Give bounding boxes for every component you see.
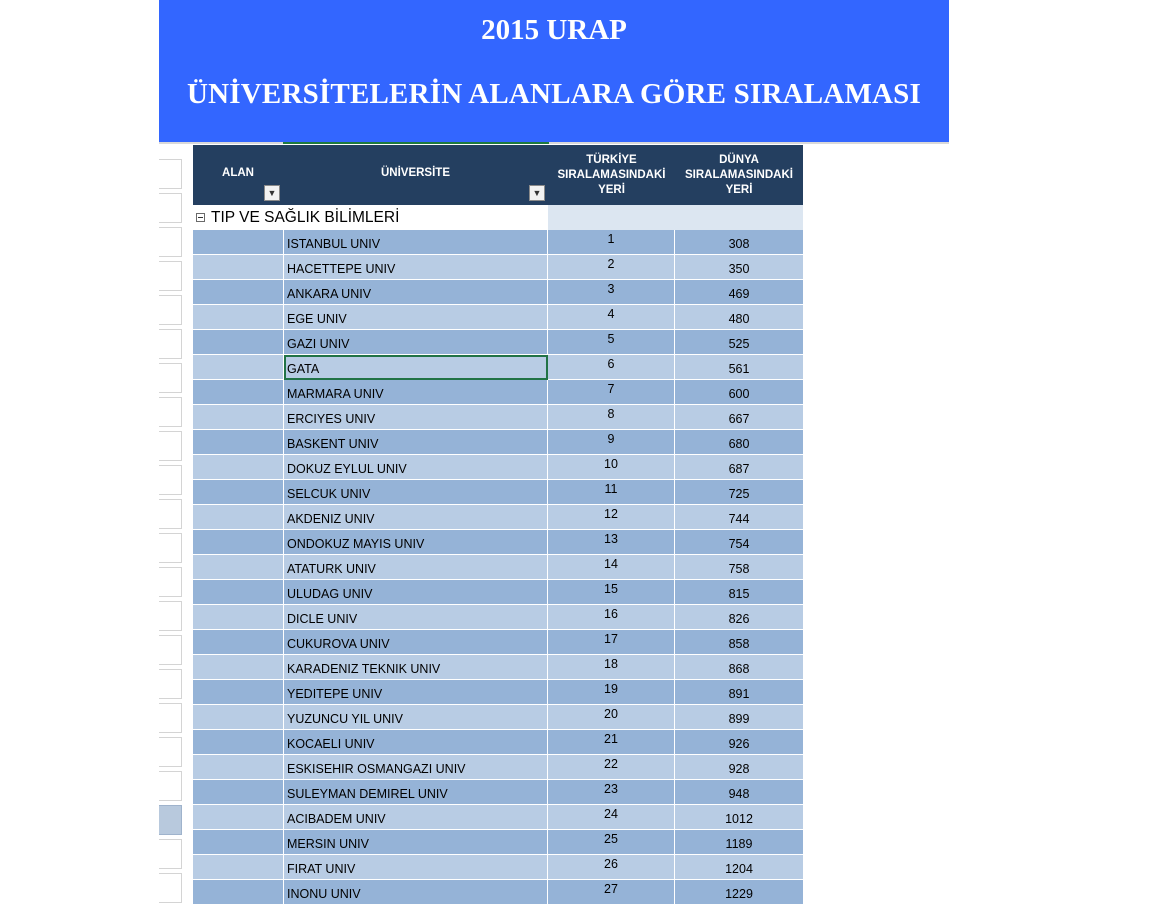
world-rank-cell[interactable]: [675, 780, 803, 805]
banner-title: 2015 URAP: [481, 14, 627, 46]
table-row: [193, 530, 803, 555]
slicer-item[interactable]: [159, 635, 182, 665]
world-rank-cell[interactable]: [675, 830, 803, 855]
world-rank-cell[interactable]: [675, 755, 803, 780]
turkiye-rank-cell[interactable]: [548, 430, 675, 455]
world-rank-cell[interactable]: [675, 605, 803, 630]
slicer-item[interactable]: [159, 295, 182, 325]
university-cell[interactable]: [284, 230, 548, 255]
alan-cell[interactable]: [193, 505, 284, 530]
turkiye-rank: 2: [607, 257, 615, 271]
alan-cell[interactable]: [193, 855, 284, 880]
turkiye-rank-cell[interactable]: [548, 580, 675, 605]
banner-divider: [159, 142, 949, 144]
turkiye-rank-cell[interactable]: [548, 355, 675, 380]
table-row: [193, 705, 803, 730]
table-header: [193, 145, 803, 205]
world-rank-cell[interactable]: [675, 805, 803, 830]
world-rank: 744: [728, 512, 750, 526]
turkiye-rank: 3: [607, 282, 615, 296]
university-cell[interactable]: [284, 880, 548, 905]
turkiye-rank: 7: [607, 382, 615, 396]
university-name: EGE UNIV: [287, 312, 347, 326]
slicer-item[interactable]: [159, 601, 182, 631]
university-name: ULUDAG UNIV: [287, 587, 373, 601]
filter-dropdown-icon[interactable]: ▼: [529, 185, 545, 201]
group-label: TIP VE SAĞLIK BİLİMLERİ: [211, 208, 400, 226]
university-cell[interactable]: [284, 330, 548, 355]
turkiye-rank: 9: [607, 432, 615, 446]
world-rank: 826: [728, 612, 750, 626]
turkiye-rank-cell[interactable]: [548, 280, 675, 305]
university-cell[interactable]: [284, 680, 548, 705]
university-cell[interactable]: [284, 605, 548, 630]
world-rank: 525: [728, 337, 750, 351]
slicer-item[interactable]: [159, 397, 182, 427]
slicer-item[interactable]: [159, 261, 182, 291]
world-rank: 350: [728, 262, 750, 276]
banner-subtitle: ÜNİVERSİTELERİN ALANLARA GÖRE SIRALAMASI: [187, 78, 921, 110]
alan-cell[interactable]: [193, 530, 284, 555]
university-cell[interactable]: [284, 455, 548, 480]
university-name: ATATURK UNIV: [287, 562, 376, 576]
university-cell[interactable]: [284, 555, 548, 580]
alan-cell[interactable]: [193, 455, 284, 480]
university-cell[interactable]: [284, 780, 548, 805]
university-cell[interactable]: [284, 405, 548, 430]
university-name: KARADENIZ TEKNIK UNIV: [287, 662, 441, 676]
world-rank: 899: [728, 712, 750, 726]
alan-cell[interactable]: [193, 680, 284, 705]
world-rank: 868: [728, 662, 750, 676]
university-name: ISTANBUL UNIV: [287, 237, 381, 251]
table-row: [193, 830, 803, 855]
world-rank: 926: [728, 737, 750, 751]
alan-cell[interactable]: [193, 230, 284, 255]
turkiye-rank-cell[interactable]: [548, 730, 675, 755]
turkiye-rank-cell[interactable]: [548, 880, 675, 905]
alan-cell[interactable]: [193, 430, 284, 455]
slicer-item[interactable]: [159, 669, 182, 699]
table-row: [193, 755, 803, 780]
alan-cell[interactable]: [193, 655, 284, 680]
turkiye-rank: 10: [604, 457, 618, 471]
turkiye-rank-cell[interactable]: [548, 780, 675, 805]
world-rank: 754: [728, 537, 750, 551]
world-rank: 725: [728, 487, 750, 501]
university-cell[interactable]: [284, 305, 548, 330]
column-header-dunya-label: DÜNYA SIRALAMASINDAKİ YERİ: [685, 153, 793, 196]
filter-applied-icon[interactable]: ▼: [264, 185, 280, 201]
turkiye-rank-cell[interactable]: [548, 255, 675, 280]
world-rank-cell[interactable]: [675, 405, 803, 430]
university-name: GATA: [287, 362, 320, 376]
turkiye-rank: 21: [604, 732, 618, 746]
turkiye-rank-cell[interactable]: [548, 455, 675, 480]
alan-cell[interactable]: [193, 880, 284, 905]
university-cell[interactable]: [284, 480, 548, 505]
turkiye-rank-cell[interactable]: [548, 605, 675, 630]
alan-cell[interactable]: [193, 730, 284, 755]
table-row: [193, 505, 803, 530]
slicer-item[interactable]: [159, 431, 182, 461]
world-rank-cell[interactable]: [675, 380, 803, 405]
column-header-universite[interactable]: [283, 145, 548, 205]
university-cell[interactable]: [284, 280, 548, 305]
university-name: INONU UNIV: [287, 887, 361, 901]
world-rank: 815: [728, 587, 750, 601]
university-name: CUKUROVA UNIV: [287, 637, 390, 651]
world-rank-cell[interactable]: [675, 480, 803, 505]
turkiye-rank-cell[interactable]: [548, 755, 675, 780]
world-rank: 948: [728, 787, 750, 801]
table-row: [193, 855, 803, 880]
university-cell[interactable]: [284, 505, 548, 530]
university-cell[interactable]: [284, 830, 548, 855]
slicer-item[interactable]: [159, 771, 182, 801]
turkiye-rank-cell[interactable]: [548, 530, 675, 555]
turkiye-rank: 20: [604, 707, 618, 721]
university-name: ONDOKUZ MAYIS UNIV: [287, 537, 425, 551]
world-rank-cell[interactable]: [675, 505, 803, 530]
world-rank-cell[interactable]: [675, 705, 803, 730]
turkiye-rank-cell[interactable]: [548, 480, 675, 505]
group-row: [193, 205, 803, 230]
alan-cell[interactable]: [193, 555, 284, 580]
column-header-alan-label: ALAN: [222, 166, 254, 179]
university-name: YEDITEPE UNIV: [287, 687, 383, 701]
turkiye-rank: 15: [604, 582, 618, 596]
turkiye-rank-cell[interactable]: [548, 330, 675, 355]
university-cell[interactable]: [284, 430, 548, 455]
world-rank-cell[interactable]: [675, 880, 803, 905]
university-cell[interactable]: [284, 705, 548, 730]
alan-cell[interactable]: [193, 755, 284, 780]
table-row: [193, 605, 803, 630]
table-row: [193, 630, 803, 655]
world-rank-cell[interactable]: [675, 680, 803, 705]
world-rank-cell[interactable]: [675, 630, 803, 655]
table-row: [193, 305, 803, 330]
table-row: [193, 230, 803, 255]
alan-cell[interactable]: [193, 405, 284, 430]
world-rank-cell[interactable]: [675, 230, 803, 255]
university-name: ANKARA UNIV: [287, 287, 372, 301]
table-row: [193, 805, 803, 830]
turkiye-rank-cell[interactable]: [548, 230, 675, 255]
world-rank: 891: [728, 687, 750, 701]
university-cell[interactable]: [284, 630, 548, 655]
turkiye-rank: 25: [604, 832, 618, 846]
turkiye-rank: 6: [607, 357, 615, 371]
turkiye-rank: 17: [604, 632, 618, 646]
table-row: [193, 680, 803, 705]
alan-cell[interactable]: [193, 380, 284, 405]
alan-cell[interactable]: [193, 630, 284, 655]
university-name: FIRAT UNIV: [287, 862, 356, 876]
world-rank: 667: [728, 412, 750, 426]
world-rank: 680: [728, 437, 750, 451]
turkiye-rank: 19: [604, 682, 618, 696]
alan-cell[interactable]: [193, 355, 284, 380]
slicer-item[interactable]: [159, 567, 182, 597]
turkiye-rank-cell[interactable]: [548, 830, 675, 855]
world-rank: 469: [728, 287, 750, 301]
university-name: GAZI UNIV: [287, 337, 350, 351]
university-name: BASKENT UNIV: [287, 437, 379, 451]
world-rank-cell[interactable]: [675, 655, 803, 680]
university-name: SELCUK UNIV: [287, 487, 371, 501]
world-rank-cell[interactable]: [675, 730, 803, 755]
world-rank-cell[interactable]: [675, 530, 803, 555]
table-row: [193, 455, 803, 480]
world-rank: 1189: [725, 837, 753, 851]
alan-cell[interactable]: [193, 780, 284, 805]
table-row: [193, 380, 803, 405]
world-rank-cell[interactable]: [675, 355, 803, 380]
slicer-item[interactable]: [159, 839, 182, 869]
university-name: DOKUZ EYLUL UNIV: [287, 462, 407, 476]
slicer-item[interactable]: [159, 703, 182, 733]
turkiye-rank: 1: [607, 232, 615, 246]
university-cell[interactable]: [284, 755, 548, 780]
turkiye-rank: 18: [604, 657, 618, 671]
university-name: AKDENIZ UNIV: [287, 512, 375, 526]
slicer-item[interactable]: [159, 227, 182, 257]
table-row: [193, 330, 803, 355]
turkiye-rank-cell[interactable]: [548, 705, 675, 730]
turkiye-rank: 24: [604, 807, 618, 821]
turkiye-rank-cell[interactable]: [548, 505, 675, 530]
turkiye-rank-cell[interactable]: [548, 805, 675, 830]
world-rank: 1229: [725, 887, 753, 901]
university-cell[interactable]: [284, 530, 548, 555]
slicer-item[interactable]: [159, 465, 182, 495]
turkiye-rank: 23: [604, 782, 618, 796]
turkiye-rank-cell[interactable]: [548, 405, 675, 430]
column-header-turkiye[interactable]: [548, 145, 675, 205]
slicer-item[interactable]: [159, 159, 182, 189]
alan-cell[interactable]: [193, 580, 284, 605]
alan-cell[interactable]: [193, 480, 284, 505]
slicer-item[interactable]: [159, 737, 182, 767]
world-rank: 600: [728, 387, 750, 401]
university-cell[interactable]: [284, 805, 548, 830]
slicer-item[interactable]: [159, 873, 182, 903]
title-banner: [159, 0, 949, 142]
turkiye-rank-cell[interactable]: [548, 855, 675, 880]
alan-cell[interactable]: [193, 830, 284, 855]
table-row: [193, 355, 803, 380]
university-name: DICLE UNIV: [287, 612, 358, 626]
slicer-item[interactable]: [159, 363, 182, 393]
turkiye-rank: 8: [607, 407, 615, 421]
world-rank: 480: [728, 312, 750, 326]
world-rank: 758: [728, 562, 750, 576]
slicer-panel: [159, 145, 183, 907]
university-name: ACIBADEM UNIV: [287, 812, 386, 826]
column-header-dunya[interactable]: [675, 145, 803, 205]
table-row: [193, 405, 803, 430]
table-row: [193, 280, 803, 305]
selection-accent: [283, 142, 549, 144]
group-label-cell[interactable]: [193, 205, 547, 230]
world-rank: 687: [728, 462, 750, 476]
turkiye-rank-cell[interactable]: [548, 380, 675, 405]
turkiye-rank-cell[interactable]: [548, 630, 675, 655]
world-rank-cell[interactable]: [675, 555, 803, 580]
turkiye-rank: 22: [604, 757, 618, 771]
world-rank-cell[interactable]: [675, 305, 803, 330]
alan-cell[interactable]: [193, 605, 284, 630]
university-cell[interactable]: [284, 655, 548, 680]
table-row: [193, 730, 803, 755]
column-header-turkiye-label: TÜRKİYE SIRALAMASINDAKİ YERİ: [557, 153, 666, 196]
world-rank-cell[interactable]: [675, 330, 803, 355]
university-name: MARMARA UNIV: [287, 387, 384, 401]
table-row: [193, 580, 803, 605]
university-name: KOCAELI UNIV: [287, 737, 375, 751]
university-cell[interactable]: [284, 730, 548, 755]
alan-cell[interactable]: [193, 705, 284, 730]
world-rank: 858: [728, 637, 750, 651]
column-header-universite-label: ÜNİVERSİTE: [380, 166, 450, 179]
table-row: [193, 880, 803, 905]
world-rank-cell[interactable]: [675, 455, 803, 480]
table-row: [193, 780, 803, 805]
table-row: [193, 655, 803, 680]
university-name: YUZUNCU YIL UNIV: [287, 712, 403, 726]
university-cell[interactable]: [284, 355, 548, 380]
university-name: ERCIYES UNIV: [287, 412, 376, 426]
university-name: MERSIN UNIV: [287, 837, 369, 851]
alan-cell[interactable]: [193, 330, 284, 355]
turkiye-rank: 13: [604, 532, 618, 546]
slicer-item[interactable]: [159, 499, 182, 529]
turkiye-rank: 16: [604, 607, 618, 621]
turkiye-rank-cell[interactable]: [548, 655, 675, 680]
slicer-item[interactable]: [159, 805, 182, 835]
slicer-item[interactable]: [159, 193, 182, 223]
world-rank: 308: [728, 237, 750, 251]
world-rank-cell[interactable]: [675, 430, 803, 455]
table-row: [193, 430, 803, 455]
world-rank-cell[interactable]: [675, 280, 803, 305]
university-cell[interactable]: [284, 255, 548, 280]
collapse-icon[interactable]: [196, 213, 205, 222]
alan-cell[interactable]: [193, 280, 284, 305]
alan-cell[interactable]: [193, 255, 284, 280]
turkiye-rank: 14: [604, 557, 618, 571]
table-row: [193, 555, 803, 580]
university-cell[interactable]: [284, 855, 548, 880]
alan-cell[interactable]: [193, 805, 284, 830]
university-name: HACETTEPE UNIV: [287, 262, 396, 276]
turkiye-rank: 12: [604, 507, 618, 521]
world-rank-cell[interactable]: [675, 855, 803, 880]
world-rank-cell[interactable]: [675, 255, 803, 280]
turkiye-rank: 5: [607, 332, 615, 346]
turkiye-rank: 27: [604, 882, 618, 896]
world-rank-cell[interactable]: [675, 580, 803, 605]
turkiye-rank-cell[interactable]: [548, 555, 675, 580]
slicer-item[interactable]: [159, 329, 182, 359]
university-cell[interactable]: [284, 380, 548, 405]
alan-cell[interactable]: [193, 305, 284, 330]
university-name: SULEYMAN DEMIREL UNIV: [287, 787, 448, 801]
table-row: [193, 480, 803, 505]
turkiye-rank-cell[interactable]: [548, 305, 675, 330]
turkiye-rank: 11: [604, 482, 618, 496]
turkiye-rank: 26: [604, 857, 618, 871]
university-name: ESKISEHIR OSMANGAZI UNIV: [287, 762, 466, 776]
world-rank: 561: [728, 362, 750, 376]
turkiye-rank: 4: [607, 307, 615, 321]
university-cell[interactable]: [284, 580, 548, 605]
world-rank: 928: [728, 762, 750, 776]
world-rank: 1204: [725, 862, 753, 876]
slicer-item[interactable]: [159, 533, 182, 563]
table-row: [193, 255, 803, 280]
turkiye-rank-cell[interactable]: [548, 680, 675, 705]
world-rank: 1012: [725, 812, 753, 826]
